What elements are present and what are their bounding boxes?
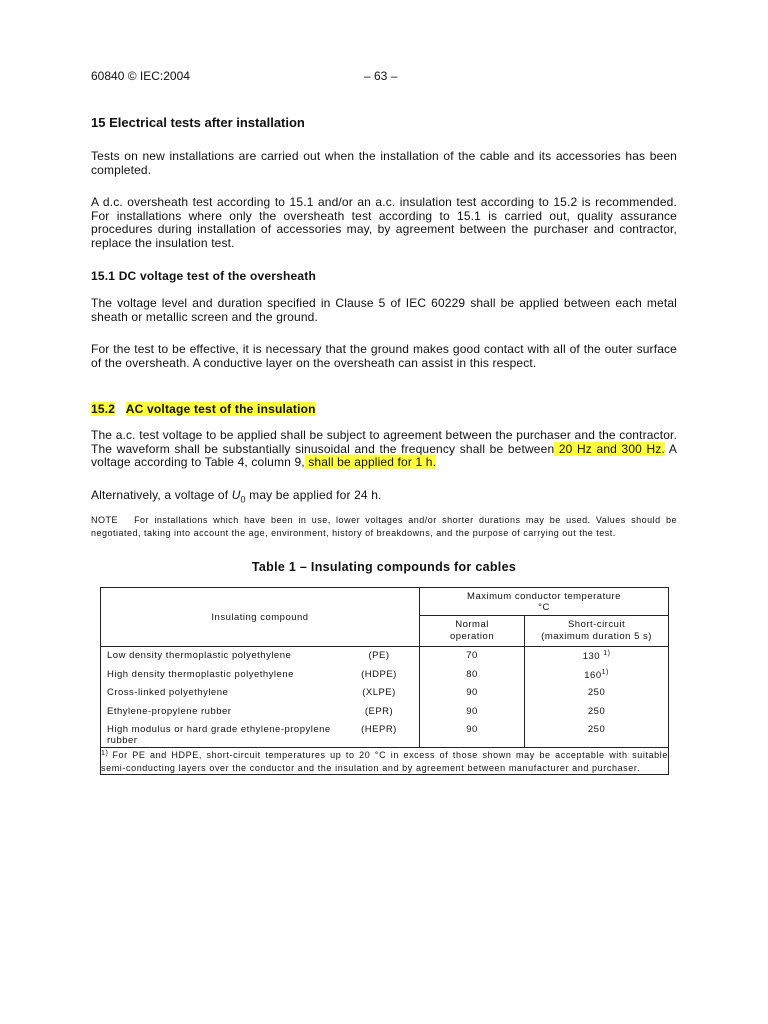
paragraph-text: The a.c. test voltage to be applied shall be subject to agreement between the purchaser and the contractor. The waveform shall be substantially sinusoidal and the frequency shall be between (91, 428, 677, 456)
compound-abbreviation: (HEPR) (361, 724, 397, 735)
symbol-u: U (231, 488, 241, 502)
normal-value: 90 (466, 724, 478, 735)
header-short-line-1: Short-circuit (567, 619, 626, 630)
normal-value: 90 (466, 687, 478, 698)
table-row (101, 649, 419, 668)
symbol-subscript: 0 (240, 494, 246, 505)
header-short-circuit (525, 616, 669, 647)
note (91, 514, 677, 539)
insulating-compounds-table (100, 587, 669, 775)
page-number: – 63 – (364, 69, 398, 83)
document-reference: 60840 © IEC:2004 (91, 69, 190, 83)
short-value: 160 (584, 669, 602, 681)
table-row (101, 705, 419, 724)
paragraph-text: Alternatively, a voltage of (91, 488, 232, 502)
normal-value: 70 (466, 650, 478, 661)
normal-value: 90 (466, 705, 478, 717)
short-circuit-value (525, 649, 668, 668)
footnote-mark: 1) (101, 750, 109, 757)
footnote-ref: 1) (601, 668, 609, 676)
short-circuit-value (525, 705, 668, 724)
short-value: 250 (587, 724, 606, 735)
compound-name: Cross-linked polyethylene (107, 687, 229, 698)
heading-number: 15.2 (91, 402, 116, 416)
short-circuit-column (525, 647, 669, 748)
subsection-15-2-paragraph-2 (91, 489, 677, 507)
footnote-text: For PE and HDPE, short-circuit temperatures up to 20 °C in excess of those shown may be acceptable with suitable semi-conducting layers over the conductor and the insulation and by agreement between manufacturer and purchaser. (101, 750, 668, 773)
subsection-15-1-paragraph-2: For the test to be effective, it is necessary that the ground makes good contact with all of the outer surface of the oversheath. A conductive layer on the oversheath can assist in this respect. (91, 342, 677, 370)
compound-abbreviation: (XLPE) (362, 687, 396, 698)
heading-title: AC voltage test of the insulation (125, 402, 316, 416)
paragraph-text: A voltage according to Table 4, column 9, (91, 441, 677, 469)
compound-abbreviation: (EPR) (364, 705, 394, 717)
normal-operation-column (420, 647, 525, 748)
paragraph-text: may be applied for 24 h. (245, 488, 382, 502)
compound-column (101, 647, 420, 748)
table-footnote (101, 748, 669, 775)
subsection-15-1-paragraph-1: The voltage level and duration specified in Clause 5 of IEC 60229 shall be applied between each metal sheath or metallic screen and the ground. (91, 296, 677, 324)
header-max-temperature (420, 588, 669, 616)
table-row (101, 723, 419, 747)
highlight-frequency: 20 Hz and 300 Hz. (554, 441, 665, 456)
short-circuit-value (525, 723, 668, 747)
subsection-heading-15-1: 15.1 DC voltage test of the oversheath (91, 269, 316, 283)
section-paragraph-2: A d.c. oversheath test according to 15.1 and/or an a.c. insulation test according to 15.2 is recommended. For installations where only the oversheath test according to 15.1 is carried out, quality assurance procedures during installation of accessories may, by agreement between the purchaser and contractor, replace the insulation test. (91, 195, 677, 250)
note-text: For installations which have been in use, lower voltages and/or shorter durations may be used. Values should be negotiated, taking into account the age, environment, history of breakdowns, and the purpose of carrying out the test. (91, 515, 677, 538)
short-value: 130 (582, 651, 601, 662)
header-normal-line-1: Normal (455, 619, 489, 630)
compound-name: High modulus or hard grade ethylene-propylene rubber (107, 724, 331, 746)
subsection-15-2-paragraph-1 (91, 429, 677, 470)
subsection-heading-15-2 (91, 402, 316, 416)
short-circuit-value (525, 686, 668, 705)
header-unit: °C (538, 601, 550, 613)
normal-value: 80 (466, 668, 478, 680)
short-value: 250 (587, 687, 606, 698)
section-paragraph-1: Tests on new installations are carried out when the installation of the cable and its accessories has been completed. (91, 149, 677, 177)
compound-name: Low density thermoplastic polyethylene (107, 650, 292, 661)
compound-abbreviation: (PE) (368, 650, 390, 661)
short-value: 250 (587, 705, 606, 717)
compound-name: High density thermoplastic polyethylene (107, 668, 294, 680)
header-compound: Insulating compound (101, 588, 420, 647)
short-circuit-value (525, 668, 668, 687)
table-row (101, 686, 419, 705)
header-short-line-2: (maximum duration 5 s) (541, 631, 652, 642)
note-label: NOTE (91, 515, 119, 525)
compound-abbreviation: (HDPE) (361, 668, 397, 680)
highlight-duration: shall be applied for 1 h. (304, 455, 437, 469)
table-caption: Table 1 – Insulating compounds for cables (251, 560, 517, 574)
table-row (101, 668, 419, 687)
header-normal-line-2: operation (449, 631, 495, 642)
compound-name: Ethylene-propylene rubber (107, 705, 232, 717)
header-max-temperature-label: Maximum conductor temperature (467, 590, 621, 602)
footnote-ref: 1) (603, 650, 611, 657)
section-heading: 15 Electrical tests after installation (91, 115, 305, 130)
header-normal-operation (420, 616, 525, 647)
